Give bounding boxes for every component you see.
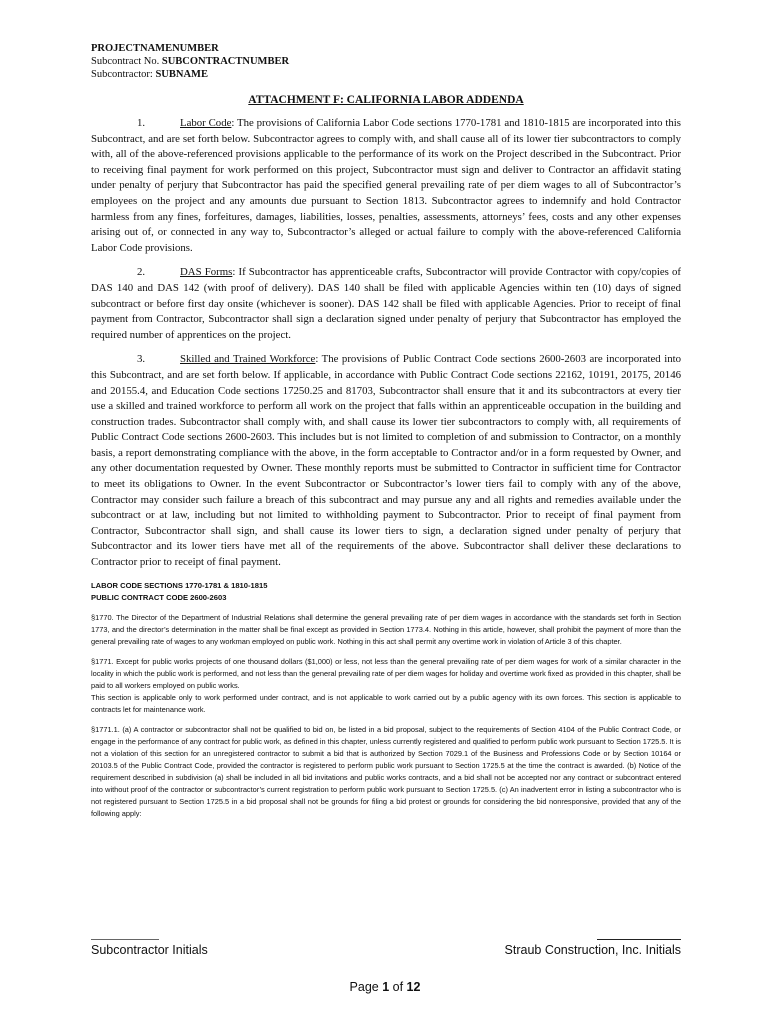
section-1771-1: §1771.1. (a) A contractor or subcontractor shall not be qualified to bid on, be listed in a bid proposal, subject to the requirements of Section 4104 of the Public Contract Code, or engage in the performance of any contract for public work, as defined in this chapter, unless currently registered and qualified to perform public work pursuant to Section 1725.5. It is not a violation of this section for an unregistered contractor to submit a bid that is authorized by Section 7029.1 of the Business and Professions Code or by Section 10164 or 20103.5 of the Public Contract Code, provided the contractor is registered to perform public work pursuant to Section 1725.5 at the time the contract is awarded. (b) Notice of the requirement described in subdivision (a) shall be included in all bid invitations and public works contracts, and a bid shall not be accepted nor any contract or subcontract entered into without proof of the contractor or subcontractor’s current registration to perform public work pursuant to Section 1725.5. (c) An inadvertent error in listing a subcontractor who is not registered pursuant to Section 1725.5 in a bid proposal shall not be grounds for filing a bid protest or grounds for considering the bid nonresponsive, provided that any of the following apply: xyxy=(91,724,681,818)
subcontract-label: Subcontract No. xyxy=(91,56,162,67)
section-number: 2. xyxy=(137,266,146,279)
section-text: : The provisions of Public Contract Code sections 2600-2603 are incorporated into this Subcontract, and are set forth below. If applicable, in accordance with Public Contract Code sections 22162, 10191, 20175, 20146 and 20155.4, and Education Code sections 17250.25 and 81703, Subcontractor shall ensure that it and its subcontractors at every tier use a skilled and trained workforce to perform all work on the project that falls within an apprenticeable occupation in the building and construction trades. Subcontractor shall comply with, and shall cause its lower tier subcontractors to comply with, all requirements of Public Contract Code sections 2600-2603. This includes but is not limited to completion of and submission to Contractor, on a monthly basis, a report demonstrating compliance with the above, in the form acceptable to Contractor and/or in a form requested by Owner, and any other documentation requested by Owner. These monthly reports must be submitted to Contractor in sufficient time for Contractor to meet its obligations to Owner. In the event Subcontractor or Subcontractor’s lower tiers fail to comply with any of the above, Contractor may consider such failure a breach of this subcontract and may pursue any and all rights and remedies available under the subcontract or at law, including but not limited to withholding payment to Subcontractor. Prior to receipt of final payment from Contractor, Subcontractor shall sign, and shall cause its lower tiers to sign, a declaration signed under penalty of perjury that Subcontractor and its lower tiers have met all of the requirements of the above. Subcontractor shall deliver these declarations to Contractor prior to receipt of final payment. xyxy=(91,353,681,569)
page-number xyxy=(0,980,770,994)
section-das-forms xyxy=(91,265,681,343)
contractor-initials-block xyxy=(505,930,681,957)
section-text: : The provisions of California Labor Code sections 1770-1781 and 1810-1815 are incorporated into this Subcontract, and are set forth below. Subcontractor agrees to comply with, and shall cause all of its lower tier subcontractors to comply with, all of the above-referenced provisions applicable to the performance of its work on the Project described in the Subcontract. Prior to receiving final payment for work performed on this project, Subcontractor must sign and deliver to Contractor an affidavit stating under penalty of perjury that Subcontractor has paid the specified general prevailing rate of per diem wages to all of Subcontractor’s employees on the project and any amounts due pursuant to Section 1813. Subcontractor agrees to indemnify and hold Contractor harmless from any fines, forfeitures, damages, liabilities, losses, penalties, assessments, attorneys’ fees, costs and any other expenses arising out of, or connected in any way to, Subcontractor’s alleged or actual failure to comply with the above-referenced California Labor Code provisions. xyxy=(91,117,681,254)
section-heading: Labor Code xyxy=(180,117,232,129)
section-text: : If Subcontractor has apprenticeable crafts, Subcontractor will provide Contractor with copy/copies of DAS 140 and DAS 142 (with proof of delivery). DAS 140 shall be filed with applicable Agencies within ten (10) days of signed subcontract or before first day onsite (whichever is sooner). DAS 142 shall be filed with applicable Agencies. Prior to receipt of final payment from Contractor, Subcontractor shall sign a declaration signed under penalty of perjury that Subcontractor has employed the required number of apprentices on the project. xyxy=(91,266,681,341)
project-name: PROJECTNAMENUMBER xyxy=(91,43,219,54)
code-heading: LABOR CODE SECTIONS 1770-1781 & 1810-1815 xyxy=(91,580,268,590)
attachment-title: ATTACHMENT F: CALIFORNIA LABOR ADDENDA xyxy=(248,94,524,106)
section-1771-applicability: This section is applicable only to work performed under contract, and is not applicable to work carried out by a public agency with its own forces. This section is applicable to contracts let for maintenance work. xyxy=(91,692,681,714)
page-total: 12 xyxy=(406,980,421,994)
section-1770: §1770. The Director of the Department of Industrial Relations shall determine the general prevailing rate of per diem wages in accordance with the standards set forth in Section 1773, and the director’s determination in the matter shall be final except as provided in Section 1773.4. Nothing in this article, however, shall prohibit the payment of more than the general prevailing rate of wages to any workman employed on public work. Nothing in this act shall permit any overtime work in violation of Article 3 of this chapter. xyxy=(91,612,681,646)
subcontractor-label: Subcontractor: xyxy=(91,69,156,80)
page-prefix: Page xyxy=(349,980,383,994)
section-heading: DAS Forms xyxy=(180,266,233,279)
subcontract-number: SUBCONTRACTNUMBER xyxy=(161,56,290,67)
subcontractor-initials-label: Subcontractor Initials xyxy=(91,943,208,957)
subcontractor-initials-line[interactable] xyxy=(91,930,159,940)
page-current: 1 xyxy=(382,980,390,994)
page-of: of xyxy=(389,980,407,994)
subcontractor-initials-block xyxy=(91,930,208,957)
initials-footer xyxy=(91,930,681,964)
section-labor-code xyxy=(91,116,681,256)
section-number: 1. xyxy=(137,117,146,129)
contractor-initials-label: Straub Construction, Inc. Initials xyxy=(504,943,681,957)
section-1771: §1771. Except for public works projects of one thousand dollars ($1,000) or less, not less than the general prevailing rate of per diem wages for work of a similar character in the locality in which the public work is performed, and not less than the general prevailing rate of per diem wages for holiday and overtime work fixed as provided in this chapter, shall be paid to all workers employed on public works. xyxy=(91,656,681,690)
document-page xyxy=(91,42,681,820)
contractor-initials-line[interactable] xyxy=(597,930,681,940)
section-heading: Skilled and Trained Workforce xyxy=(180,353,316,366)
document-header xyxy=(91,42,681,81)
section-number: 3. xyxy=(137,353,146,366)
subcontractor-name: SUBNAME xyxy=(155,69,208,80)
section-skilled-workforce xyxy=(91,352,681,570)
labor-code-sections-heading xyxy=(91,580,681,604)
code-heading: PUBLIC CONTRACT CODE 2600-2603 xyxy=(91,592,227,602)
